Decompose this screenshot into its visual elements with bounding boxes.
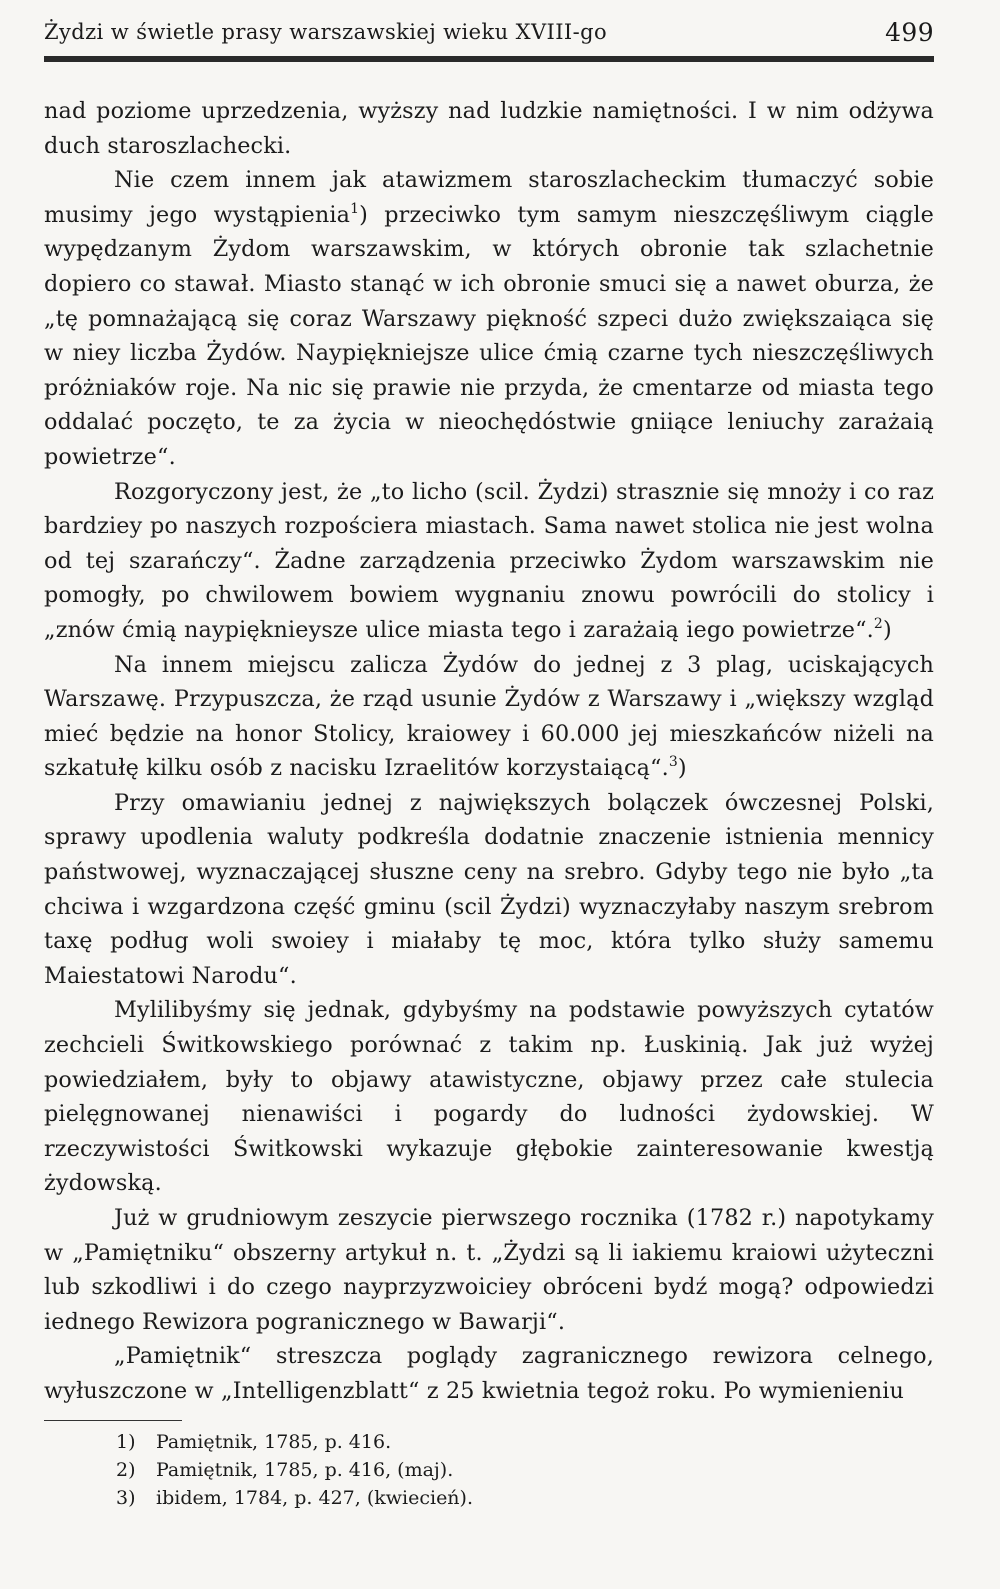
footnote-ref: 1 (350, 200, 360, 217)
paragraph: Nie czem innem jak atawizmem staroszlacheckim tłumaczyć sobie musimy jego wystąpienia$^1$) przeciwko tym samym nieszczęśliwym ciągle wypędzanym Żydom warszawskim, w których obronie tak szlachetnie dopiero co stawał. Miasto stanąć w ich obronie smuci się a nawet oburza, że „tę pomnażającą się coraz Warszawy piękność szpeci dużo zwiększaiąca się w niey liczba Żydów. Naypiękniejsze ulice ćmią czarne tych nieszczęśliwych próżniaków roje. Na nic się prawie nie przyda, że cmentarze od miasta tego oddalać poczęto, te za życia w nieochędóstwie gniiące leniuchy zarażaią powietrze“. (44, 167, 934, 470)
running-title: Żydzi w świetle prasy warszawskiej wieku XVIII-go (44, 20, 608, 44)
footnote-mark: 3) (116, 1487, 136, 1509)
footnote-rule (44, 1420, 182, 1421)
footnote (116, 1428, 916, 1456)
paragraph: Na innem miejscu zalicza Żydów do jednej z 3 plag, uciskających Warszawę. Przypuszcza, że rząd usunie Żydów z Warszawy i „większy wzgląd mieć będzie na honor Stolicy, kraiowey i 60.000 jej mieszkańców niżeli na szkatułę kilku osób z nacisku Izraelitów korzystaiącą“.$^3$) (44, 651, 934, 782)
footnote-text: ibidem, 1784, p. 427, (kwiecień). (156, 1487, 473, 1509)
paragraph: Już w grudniowym zeszycie pierwszego rocznika (1782 r.) napotykamy w „Pamiętniku“ obszerny artykuł n. t. „Żydzi są li iakiemu kraiowi użyteczni lub szkodliwi i do czego nayprzyzwoiciey obróceni bydź mogą? odpowiedzi iednego Rewizora pogranicznego w Bawarji“. (44, 1205, 934, 1335)
footnote-ref: 2 (873, 615, 883, 632)
page-number: 499 (885, 18, 934, 47)
body-text (44, 94, 934, 1409)
footnote (116, 1484, 916, 1512)
footnote-ref: 3 (668, 754, 678, 771)
footnote (116, 1456, 916, 1484)
paragraph: Rozgoryczony jest, że „to licho (scil. Żydzi) strasznie się mnoży i co raz bardziey po naszych rozpościera miastach. Sama nawet stolica nie jest wolna od tej szarańczy“. Żadne zarządzenia przeciwko Żydom warszawskim nie pomogły, po chwilowem bowiem wygnaniu znowu powrócili do stolicy i „znów ćmią naypięknieysze ulice miasta tego i zarażaią iego powietrze“.$^2$) (44, 478, 934, 643)
paragraph: Mylilibyśmy się jednak, gdybyśmy na podstawie powyższych cytatów zechcieli Świtkowskiego porównać z takim np. Łuskinią. Jak już wyżej powiedziałem, były to objawy atawistyczne, objawy przez całe stulecia pielęgnowanej nienawiści i pogardy do ludności żydowskiej. W rzeczywistości Świtkowski wykazuje głębokie zainteresowanie kwestją żydowską. (44, 997, 934, 1197)
footnote-text: Pamiętnik, 1785, p. 416. (156, 1431, 392, 1453)
header-rule (44, 56, 934, 62)
footnote-mark: 2) (116, 1459, 136, 1481)
footnotes (116, 1428, 916, 1512)
paragraph: „Pamiętnik“ streszcza poglądy zagranicznego rewizora celnego, wyłuszczone w „Intelligenzblatt“ z 25 kwietnia tegoż roku. Po wymienieniu (44, 1343, 934, 1404)
footnote-mark: 1) (116, 1431, 136, 1453)
footnote-text: Pamiętnik, 1785, p. 416, (maj). (156, 1459, 454, 1481)
paragraph: nad poziome uprzedzenia, wyższy nad ludzkie namiętności. I w nim odżywa duch staroszlachecki. (44, 98, 934, 159)
paragraph: Przy omawianiu jednej z największych bolączek ówczesnej Polski, sprawy upodlenia waluty podkreśla dodatnie znaczenie istnienia mennicy państwowej, wyznaczającej słuszne ceny na srebro. Gdyby tego nie było „ta chciwa i wzgardzona część gminu (scil Żydzi) wyznaczyłaby naszym srebrom taxę podług woli swoiey i miałaby tę moc, która tylko służy samemu Maiestatowi Narodu“. (44, 789, 934, 989)
running-header (44, 14, 934, 54)
